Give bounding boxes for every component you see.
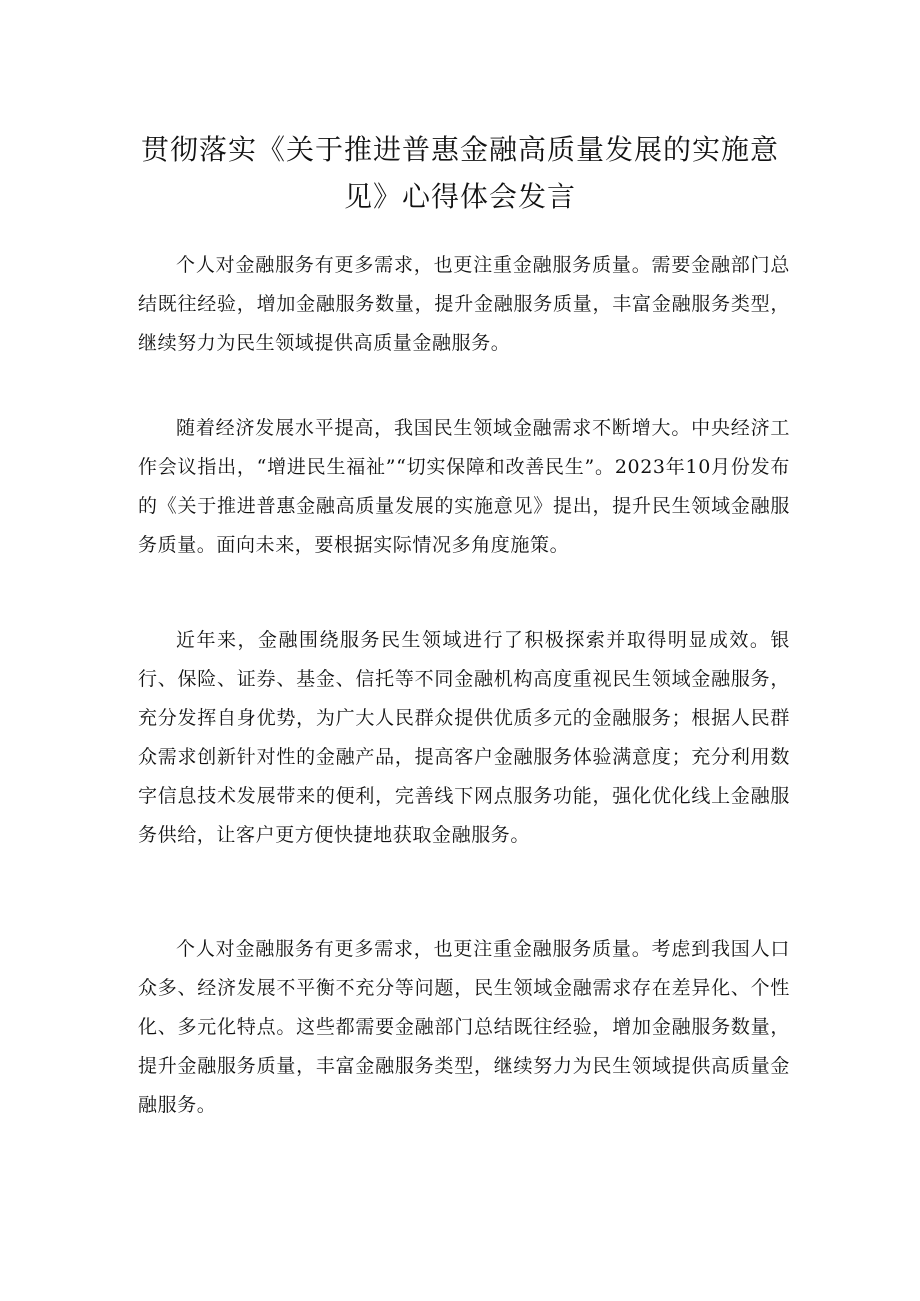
paragraph-1: 个人对金融服务有更多需求，也更注重金融服务质量。需要金融部门总结既往经验，增加金融服务数量，提升金融服务质量，丰富金融服务类型，继续努力为民生领域提供高质量金融服务。 <box>138 254 790 354</box>
document-title: 贯彻落实《关于推进普惠金融高质量发展的实施意见》心得体会发言 <box>140 133 779 213</box>
paragraph-2: 随着经济发展水平提高，我国民生领域金融需求不断增大。中央经济工作会议指出，“增进民生福祉”“切实保障和改善民生”。2023年10月份发布的《关于推进普惠金融高质量发展的实施意见》提出，提升民生领域金融服务质量。面向未来，要根据实际情况多角度施策。 <box>138 417 790 556</box>
paragraph-4: 个人对金融服务有更多需求，也更注重金融服务质量。考虑到我国人口众多、经济发展不平衡不充分等问题，民生领域金融需求存在差异化、个性化、多元化特点。这些都需要金融部门总结既往经验，增加金融服务数量，提升金融服务质量，丰富金融服务类型，继续努力为民生领域提供高质量金融服务。 <box>138 938 790 1116</box>
paragraph-3: 近年来，金融围绕服务民生领域进行了积极探索并取得明显成效。银行、保险、证券、基金、信托等不同金融机构高度重视民生领域金融服务，充分发挥自身优势，为广大人民群众提供优质多元的金融服务；根据人民群众需求创新针对性的金融产品，提高客户金融服务体验满意度；充分利用数字信息技术发展带来的便利，完善线下网点服务功能，强化优化线上金融服务供给，让客户更方便快捷地获取金融服务。 <box>138 629 790 846</box>
